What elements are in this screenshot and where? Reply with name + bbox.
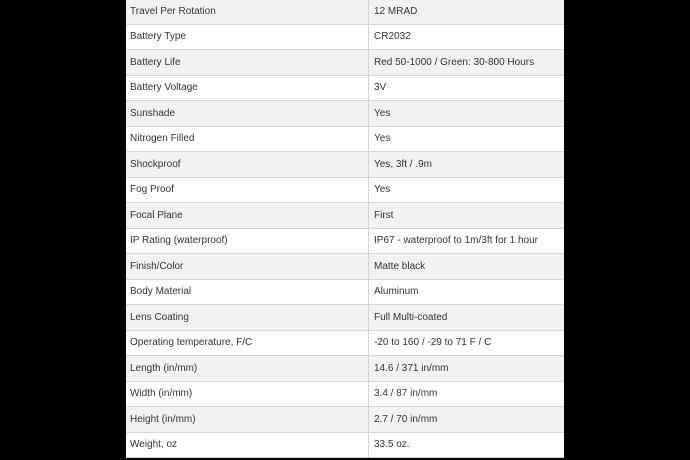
spec-label: Fog Proof (126, 177, 369, 203)
spec-label: Nitrogen Filled (126, 126, 369, 152)
spec-label: Shockproof (126, 152, 369, 178)
table-row (126, 432, 564, 458)
spec-label: Width (in/mm) (126, 381, 369, 407)
spec-label: Sunshade (126, 101, 369, 127)
spec-label: Battery Type (126, 24, 369, 50)
spec-value: First (369, 203, 565, 229)
table-row (126, 228, 564, 254)
spec-label: Height (in/mm) (126, 407, 369, 433)
spec-label: Battery Voltage (126, 75, 369, 101)
spec-value: Yes (369, 177, 565, 203)
spec-label: Lens Coating (126, 305, 369, 331)
spec-value: Matte black (369, 254, 565, 280)
spec-value: 3.4 / 87 in/mm (369, 381, 565, 407)
spec-label: IP Rating (waterproof) (126, 228, 369, 254)
spec-value: 33.5 oz. (369, 432, 565, 458)
spec-label: Body Material (126, 279, 369, 305)
table-row (126, 50, 564, 76)
spec-value: Yes (369, 101, 565, 127)
table-row (126, 203, 564, 229)
spec-value: Yes (369, 126, 565, 152)
spec-label: Length (in/mm) (126, 356, 369, 382)
table-row (126, 356, 564, 382)
spec-value: Red 50-1000 / Green: 30-800 Hours (369, 50, 565, 76)
spec-value: CR2032 (369, 24, 565, 50)
spec-label: Finish/Color (126, 254, 369, 280)
table-row (126, 381, 564, 407)
spec-table (126, 0, 564, 458)
table-row (126, 126, 564, 152)
spec-table-body (126, 0, 564, 458)
table-row (126, 75, 564, 101)
spec-value: Yes, 3ft / .9m (369, 152, 565, 178)
table-row (126, 254, 564, 280)
table-row (126, 24, 564, 50)
spec-label: Weight, oz (126, 432, 369, 458)
table-row (126, 305, 564, 331)
spec-value: Aluminum (369, 279, 565, 305)
spec-value: 2.7 / 70 in/mm (369, 407, 565, 433)
spec-value: -20 to 160 / -29 to 71 F / C (369, 330, 565, 356)
spec-label: Operating temperature, F/C (126, 330, 369, 356)
spec-label: Focal Plane (126, 203, 369, 229)
table-row (126, 407, 564, 433)
table-row (126, 177, 564, 203)
table-row (126, 101, 564, 127)
spec-value: 3V (369, 75, 565, 101)
table-row (126, 330, 564, 356)
spec-value: IP67 - waterproof to 1m/3ft for 1 hour (369, 228, 565, 254)
spec-value: 14.6 / 371 in/mm (369, 356, 565, 382)
spec-label: Battery Life (126, 50, 369, 76)
table-row (126, 152, 564, 178)
spec-value: 12 MRAD (369, 0, 565, 24)
spec-value: Full Multi-coated (369, 305, 565, 331)
spec-label: Travel Per Rotation (126, 0, 369, 24)
table-row (126, 279, 564, 305)
table-row (126, 0, 564, 24)
